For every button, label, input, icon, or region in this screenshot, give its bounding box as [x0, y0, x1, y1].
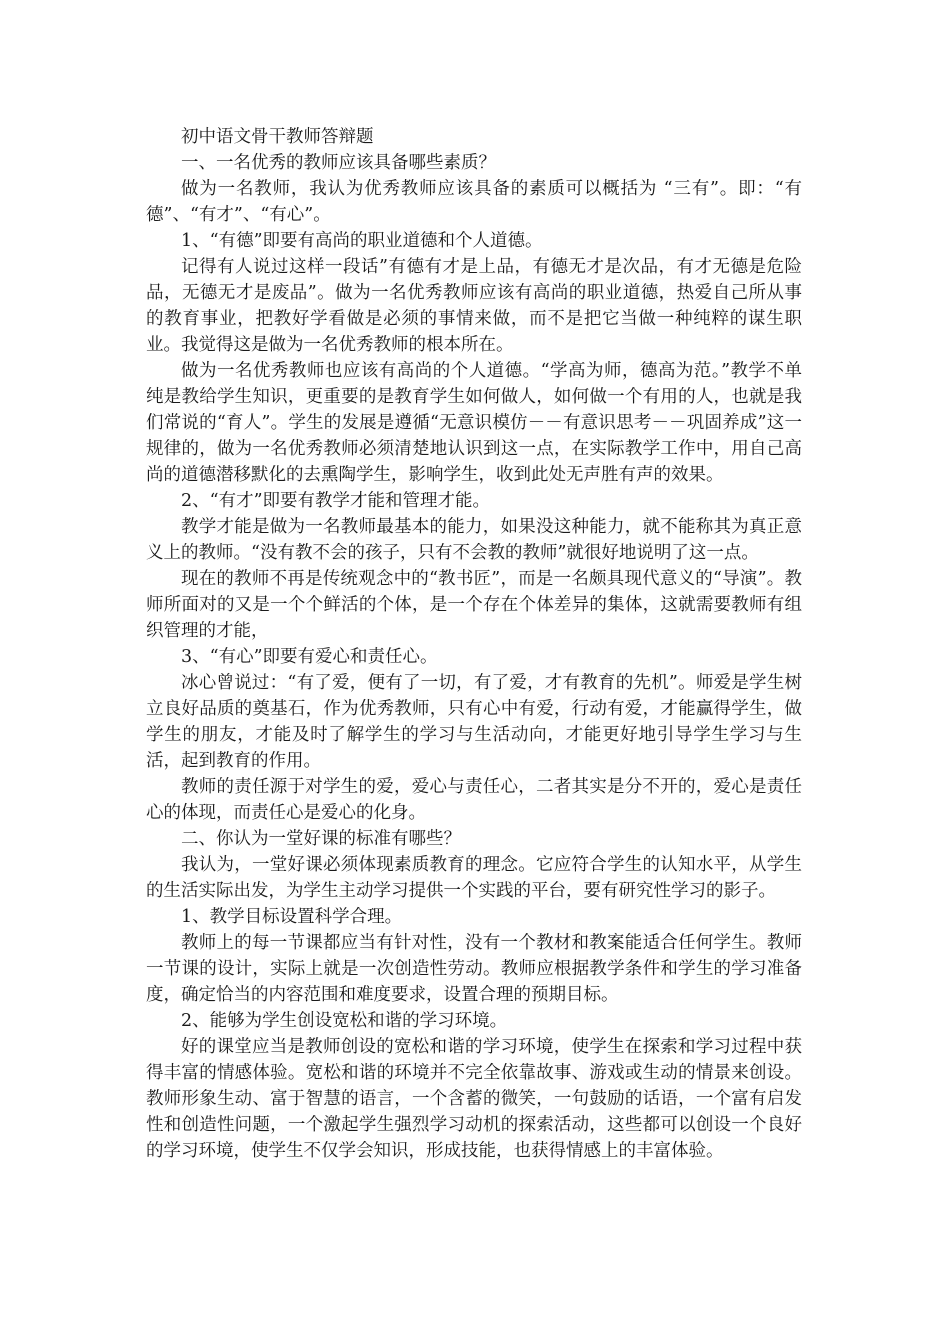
- document-title: 初中语文骨干教师答辩题: [181, 127, 374, 147]
- subheading: 2、能够为学生创设宽松和谐的学习环境。: [181, 1011, 508, 1031]
- paragraph: 记得有人说过这样一段话”有德有才是上品，有德无才是次品，有才无德是危险品，无德无才是废品”。做为一名优秀教师应该有高尚的职业道德，热爱自己所从事的教育事业，把教好学看做是必须的事情来做，而不是把它当做一种纯粹的谋生职业。我觉得这是做为一名优秀教师的根本所在。: [146, 257, 802, 355]
- paragraph: 教师上的每一节课都应当有针对性，没有一个教材和教案能适合任何学生。教师一节课的设计，实际上就是一次创造性劳动。教师应根据教学条件和学生的学习准备度，确定恰当的内容范围和难度要求，设置合理的预期目标。: [146, 933, 802, 1005]
- paragraph: 好的课堂应当是教师创设的宽松和谐的学习环境，使学生在探索和学习过程中获得丰富的情感体验。宽松和谐的环境并不完全依靠故事、游戏或生动的情景来创设。教师形象生动、富于智慧的语言，一个含蓄的微笑，一句鼓励的话语，一个富有启发性和创造性问题，一个激起学生强烈学习动机的探索活动，这些都可以创设一个良好的学习环境，使学生不仅学会知识，形成技能，也获得情感上的丰富体验。: [146, 1037, 802, 1161]
- paragraph: 冰心曾说过：“有了爱，便有了一切，有了爱，才有教育的先机”。师爱是学生树立良好品质的奠基石，作为优秀教师，只有心中有爱，行动有爱，才能赢得学生，做学生的朋友，才能及时了解学生的学习与生活动向，才能更好地引导学生学习与生活，起到教育的作用。: [146, 673, 802, 771]
- paragraph: 做为一名优秀教师也应该有高尚的个人道德。“学高为师，德高为范。”教学不单纯是教给学生知识，更重要的是教育学生如何做人，如何做一个有用的人，也就是我们常说的“育人”。学生的发展是遵循“无意识模仿－－有意识思考－－巩固养成”这一规律的，做为一名优秀教师必须清楚地认识到这一点，在实际教学工作中，用自己高尚的道德潜移默化的去熏陶学生，影响学生，收到此处无声胜有声的效果。: [146, 361, 802, 485]
- subheading: 1、教学目标设置科学合理。: [181, 907, 403, 927]
- paragraph: 我认为，一堂好课必须体现素质教育的理念。它应符合学生的认知水平，从学生的生活实际出发，为学生主动学习提供一个实践的平台，要有研究性学习的影子。: [146, 855, 802, 901]
- subheading: 2、“有才”即要有教学才能和管理才能。: [181, 491, 491, 511]
- subheading: 1、“有德”即要有高尚的职业道德和个人道德。: [181, 231, 543, 251]
- question-heading-2: 二、你认为一堂好课的标准有哪些？: [181, 829, 461, 849]
- paragraph: 教师的责任源于对学生的爱，爱心与责任心，二者其实是分不开的，爱心是责任心的体现，而责任心是爱心的化身。: [146, 777, 802, 823]
- subheading: 3、“有心”即要有爱心和责任心。: [181, 647, 438, 667]
- paragraph: 教学才能是做为一名教师最基本的能力，如果没这种能力，就不能称其为真正意义上的教师。“没有教不会的孩子，只有不会教的教师”就很好地说明了这一点。: [146, 517, 802, 563]
- document-body: [146, 124, 802, 1164]
- paragraph: 现在的教师不再是传统观念中的“教书匠”，而是一名颇具现代意义的“导演”。教师所面对的又是一个个鲜活的个体，是一个存在个体差异的集体，这就需要教师有组织管理的才能，: [146, 569, 802, 641]
- paragraph: 做为一名教师，我认为优秀教师应该具备的素质可以概括为 “三有”。即：“有德”、“有才”、“有心”。: [146, 179, 802, 225]
- question-heading-1: 一、一名优秀的教师应该具备哪些素质？: [181, 153, 496, 173]
